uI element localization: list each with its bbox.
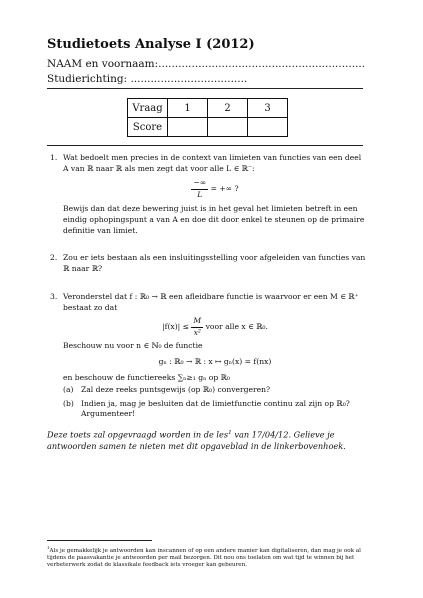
sub-a-text: Zal deze reeks puntsgewijs (op ℝ₀) convergeren?: [81, 385, 271, 395]
closing-part-2: van 17/04/12. Gelieve je antwoorden samen te nieten met dit opgaveblad in de linkerbovenhoek.: [47, 429, 346, 451]
question-2-text: Zou er iets bestaan als een insluitingsstelling voor afgeleiden van functies van ℝ naar ℝ?: [63, 253, 366, 273]
column-1: 1: [168, 99, 208, 118]
column-2: 2: [208, 99, 248, 118]
page-title: Studietoets Analyse I (2012): [47, 37, 255, 52]
question-3-sub-a: [63, 385, 367, 396]
study-dots: ...................................: [130, 73, 248, 85]
question-3-frac-num: M: [191, 316, 203, 328]
question-3-number: 3.: [50, 292, 58, 301]
closing-part-1: Deze toets zal opgevraagd worden in de les: [47, 429, 229, 440]
column-3: 3: [248, 99, 288, 118]
vraag-label: Vraag: [128, 99, 168, 118]
question-1-formula: [63, 178, 367, 200]
score-table: [127, 98, 288, 137]
closing-footnote-mark: 1: [228, 430, 232, 436]
question-3-ineq-left: |f(x)| ≤: [162, 322, 189, 332]
question-1-frac-num: −∞: [191, 178, 208, 190]
closing-note: [47, 428, 367, 452]
score-table-score-row: [128, 118, 288, 137]
sub-a-tag: (a): [63, 385, 74, 395]
question-1-text-a: Wat bedoelt men precies in de context van limieten van functies van een deel A van ℝ naar ℝ als men zegt dat voor alle L ∈ ℝ⁻:: [63, 153, 362, 173]
name-field: [47, 58, 365, 70]
footnote: [47, 544, 367, 569]
question-1-fraction: [191, 178, 208, 200]
name-label: NAAM en voornaam:: [47, 58, 159, 70]
question-1-formula-rest: = +∞ ?: [210, 184, 239, 194]
score-cell-2[interactable]: [208, 118, 248, 137]
score-table-header-row: [128, 99, 288, 118]
question-1: [47, 153, 367, 236]
question-1-frac-den: L: [197, 189, 203, 199]
score-cell-3[interactable]: [248, 118, 288, 137]
footnote-rule: [47, 540, 152, 541]
score-label: Score: [128, 118, 168, 137]
sub-b-tag: (b): [63, 398, 74, 408]
question-2-number: 2.: [50, 253, 58, 262]
question-2: [47, 253, 367, 274]
question-3-text-c: en beschouw de functiereeks ∑ₙ≥₁ gₙ op ℝ₀: [63, 372, 230, 382]
study-field: [47, 73, 247, 85]
question-3-ineq-right: voor alle x ∈ ℝ₀.: [205, 322, 268, 332]
score-cell-1[interactable]: [168, 118, 208, 137]
question-3-sub-b: [63, 399, 367, 420]
footnote-mark: 1: [47, 545, 50, 550]
table-rule: [47, 145, 363, 146]
question-3-text-b: Beschouw nu voor n ∈ ℕ₀ de functie: [63, 341, 203, 351]
question-3-frac-den: x²: [193, 327, 201, 337]
name-dots: ..............................................................: [158, 58, 366, 70]
question-3-formula-g: gₙ : ℝ₀ → ℝ : x ↦ gₙ(x) = f(nx): [158, 356, 272, 366]
question-3-fraction: [191, 316, 203, 338]
footnote-text: Als je gemakkelijk je antwoorden kan inscannen of op een andere manier kan digitaliseren, dan mag je ook al tijdens de paasvakantie je antwoorden per mail bezorgen. Dit nou ons toelaten om wat tijd te winnen bij het verbeterwerk zodat de klassikale feedback iets vroeger kan gebeuren.: [47, 547, 361, 569]
question-1-text-b: Bewijs dan dat deze bewering juist is in het geval het limieten betreft in een eindig ophopingspunt a van A en doe dit door enkel te steunen op de primaire definitie van limiet.: [63, 204, 365, 235]
question-1-number: 1.: [50, 153, 58, 162]
sub-b-text: Indien ja, mag je besluiten dat de limietfunctie continu zal zijn op ℝ₀? Argumenteer!: [81, 398, 350, 419]
question-3: [47, 292, 367, 420]
study-label: Studierichting:: [47, 73, 128, 85]
header-rule: [47, 88, 363, 89]
question-3-text-a: Veronderstel dat f : ℝ₀ → ℝ een afleidbare functie is waarvoor er een M ∈ ℝ⁺ bestaat zo dat: [63, 292, 359, 312]
question-3-inequality: [63, 316, 367, 338]
